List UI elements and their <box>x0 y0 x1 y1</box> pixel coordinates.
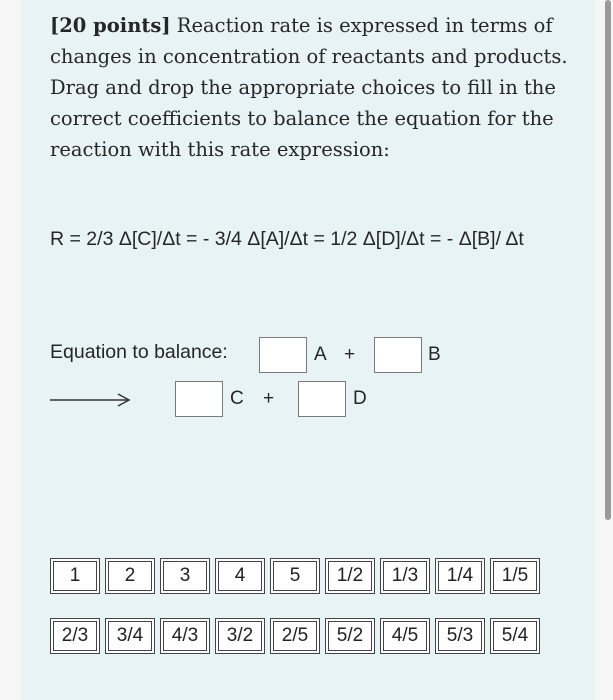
choice-chip[interactable]: 5 <box>270 558 320 594</box>
drop-zone-coefficient-d[interactable] <box>298 381 346 417</box>
choice-chip[interactable]: 4 <box>215 558 265 594</box>
choice-chip[interactable]: 2/3 <box>50 618 100 654</box>
choice-chip[interactable]: 1/3 <box>380 558 430 594</box>
choice-chip[interactable]: 1 <box>50 558 100 594</box>
species-d: D <box>353 388 367 409</box>
points-label: [20 points] <box>50 14 171 37</box>
choice-chip[interactable]: 2 <box>105 558 155 594</box>
question-text <box>50 10 570 165</box>
rate-expression: R = 2/3 Δ[C]/Δt = - 3/4 Δ[A]/Δt = 1/2 Δ[D]/Δt = - Δ[B]/ Δt <box>50 228 524 250</box>
plus-sign: + <box>263 388 275 409</box>
choice-chip[interactable]: 3 <box>160 558 210 594</box>
drop-zone-coefficient-a[interactable] <box>259 337 307 373</box>
species-b: B <box>428 344 441 365</box>
choice-chip[interactable]: 1/2 <box>325 558 375 594</box>
choice-chip[interactable]: 5/3 <box>435 618 485 654</box>
choice-chip[interactable]: 2/5 <box>270 618 320 654</box>
choice-chip[interactable]: 4/5 <box>380 618 430 654</box>
choice-chip[interactable]: 5/4 <box>490 618 540 654</box>
choice-chip[interactable]: 5/2 <box>325 618 375 654</box>
choice-chip[interactable]: 1/4 <box>435 558 485 594</box>
plus-sign: + <box>344 344 356 365</box>
species-a: A <box>314 344 327 365</box>
choice-chip[interactable]: 1/5 <box>490 558 540 594</box>
reaction-arrow-icon <box>50 392 132 408</box>
question-body: Reaction rate is expressed in terms of changes in concentration of reactants and products. Drag and drop the appropriate choices to fill in the correct coefficients to balance the equation for the reaction with this rate expression: <box>50 14 568 161</box>
equation-label: Equation to balance: <box>50 341 228 363</box>
choice-chip[interactable]: 4/3 <box>160 618 210 654</box>
drop-zone-coefficient-b[interactable] <box>374 337 422 373</box>
scrollbar[interactable] <box>605 0 611 520</box>
drop-zone-coefficient-c[interactable] <box>175 381 223 417</box>
choice-chip[interactable]: 3/2 <box>215 618 265 654</box>
choice-chip[interactable]: 3/4 <box>105 618 155 654</box>
species-c: C <box>230 388 244 409</box>
